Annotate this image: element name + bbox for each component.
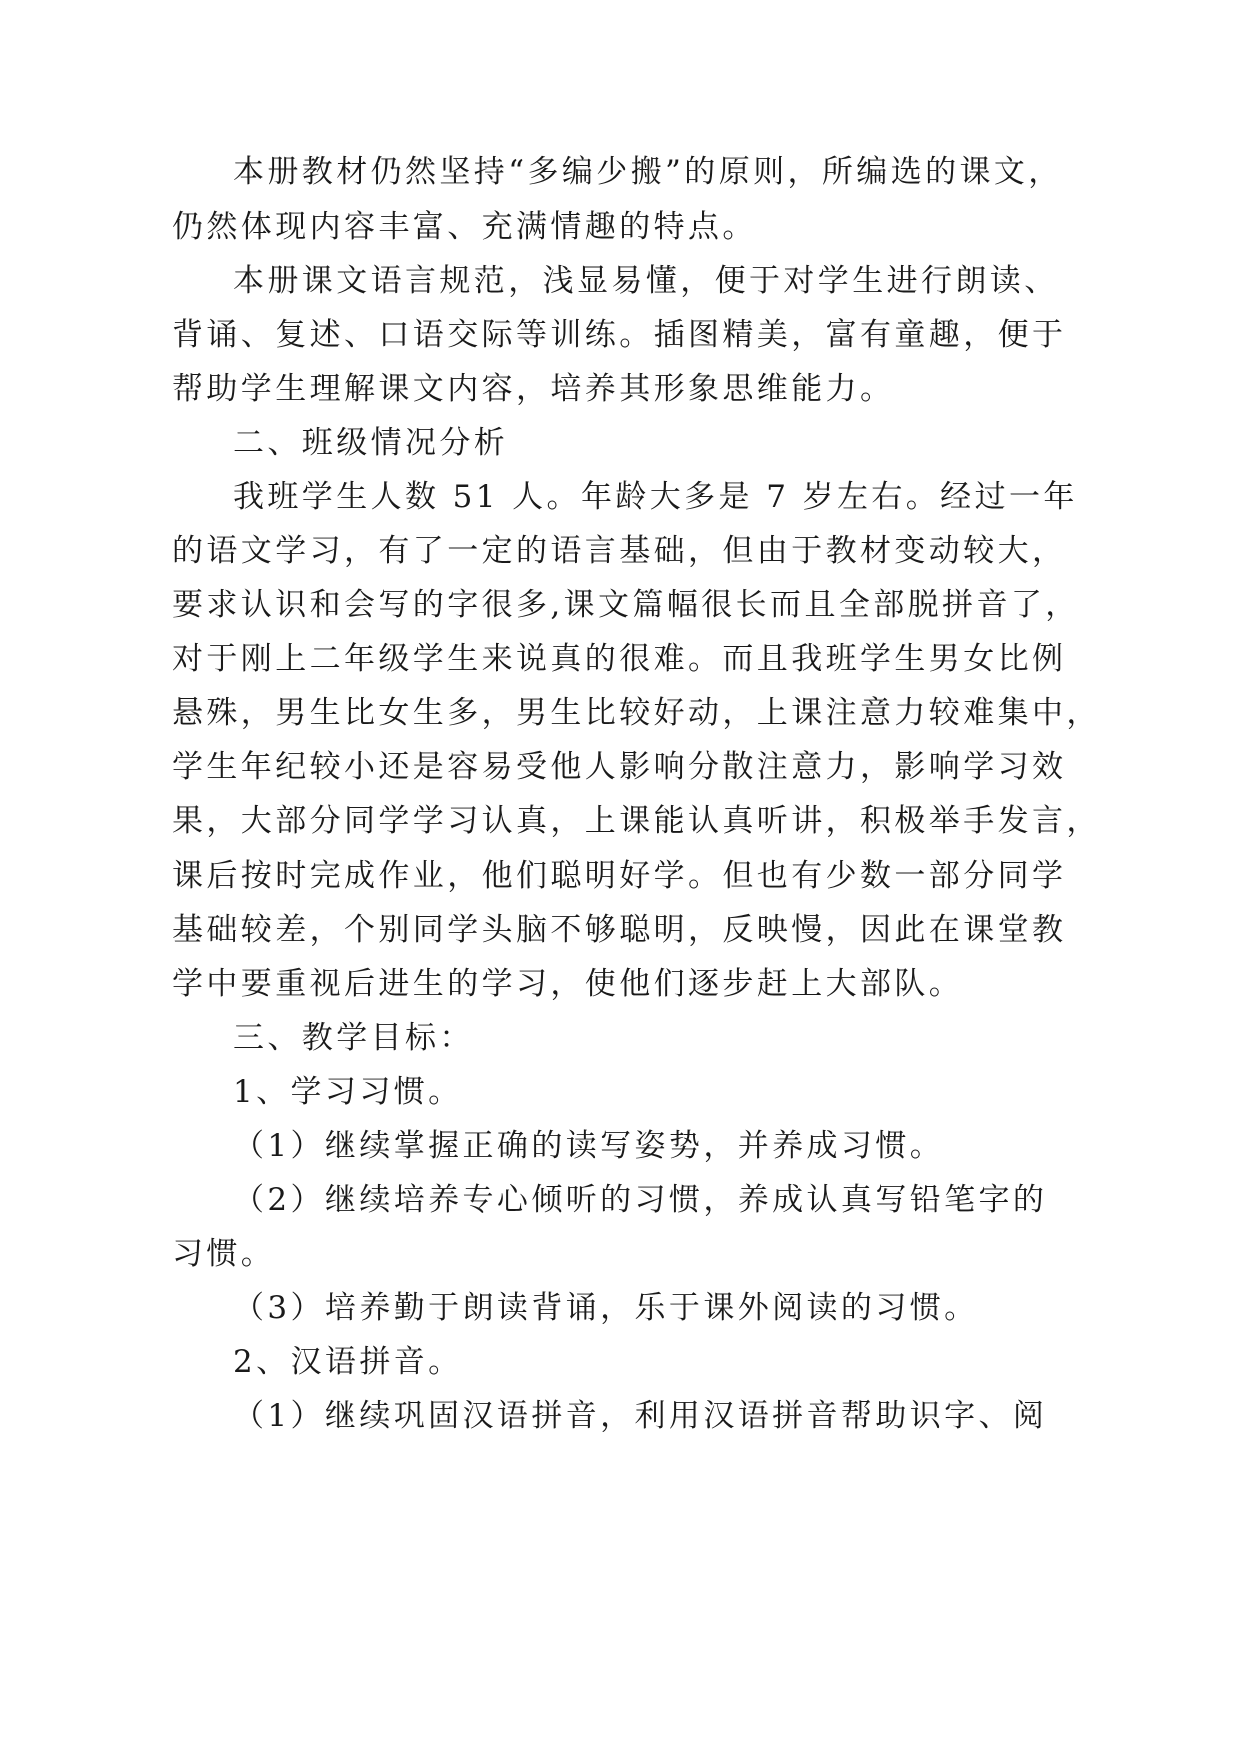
text-line-2: 仍然体现内容丰富、充满情趣的特点。 [172, 209, 757, 245]
text-line-7: 我班学生人数 51 人。年龄大多是 7 岁左右。经过一年 [233, 479, 1078, 515]
subheading-study-habits: 1、学习习惯。 [233, 1074, 463, 1110]
text-line-4: 背诵、复述、口语交际等训练。插图精美，富有童趣，便于 [172, 317, 1067, 353]
text-line-3: 本册课文语言规范，浅显易懂，便于对学生进行朗读、 [233, 263, 1059, 299]
text-line-5: 帮助学生理解课文内容，培养其形象思维能力。 [172, 371, 895, 407]
text-line-13: 果，大部分同学学习认真，上课能认真听讲，积极举手发言， [172, 803, 1101, 839]
section-heading-class-analysis: 二、班级情况分析 [233, 425, 509, 461]
text-line-14: 课后按时完成作业，他们聪明好学。但也有少数一部分同学 [172, 858, 1067, 894]
list-item-habit-2-cont: 习惯。 [172, 1236, 276, 1272]
text-line-8: 的语文学习，有了一定的语言基础，但由于教材变动较大， [172, 533, 1067, 569]
text-line-9: 要求认识和会写的字很多,课文篇幅很长而且全部脱拼音了， [172, 587, 1080, 623]
text-line-16: 学中要重视后进生的学习，使他们逐步赶上大部队。 [172, 966, 964, 1002]
section-heading-teaching-goals: 三、教学目标： [233, 1020, 474, 1056]
text-line-1: 本册教材仍然坚持“多编少搬”的原则，所编选的课文， [233, 154, 1063, 190]
text-line-12: 学生年纪较小还是容易受他人影响分散注意力，影响学习效 [172, 749, 1067, 785]
list-item-habit-1: （1）继续掌握正确的读写姿势，并养成习惯。 [233, 1128, 945, 1164]
list-item-pinyin-1: （1）继续巩固汉语拼音，利用汉语拼音帮助识字、阅 [233, 1398, 1048, 1434]
text-line-11: 悬殊，男生比女生多，男生比较好动，上课注意力较难集中， [172, 695, 1101, 731]
text-line-10: 对于刚上二年级学生来说真的很难。而且我班学生男女比例 [172, 641, 1067, 677]
subheading-pinyin: 2、汉语拼音。 [233, 1344, 463, 1380]
text-line-15: 基础较差，个别同学头脑不够聪明，反映慢，因此在课堂教 [172, 912, 1067, 948]
list-item-habit-3: （3）培养勤于朗读背诵，乐于课外阅读的习惯。 [233, 1290, 979, 1326]
list-item-habit-2: （2）继续培养专心倾听的习惯，养成认真写铅笔字的 [233, 1182, 1048, 1218]
